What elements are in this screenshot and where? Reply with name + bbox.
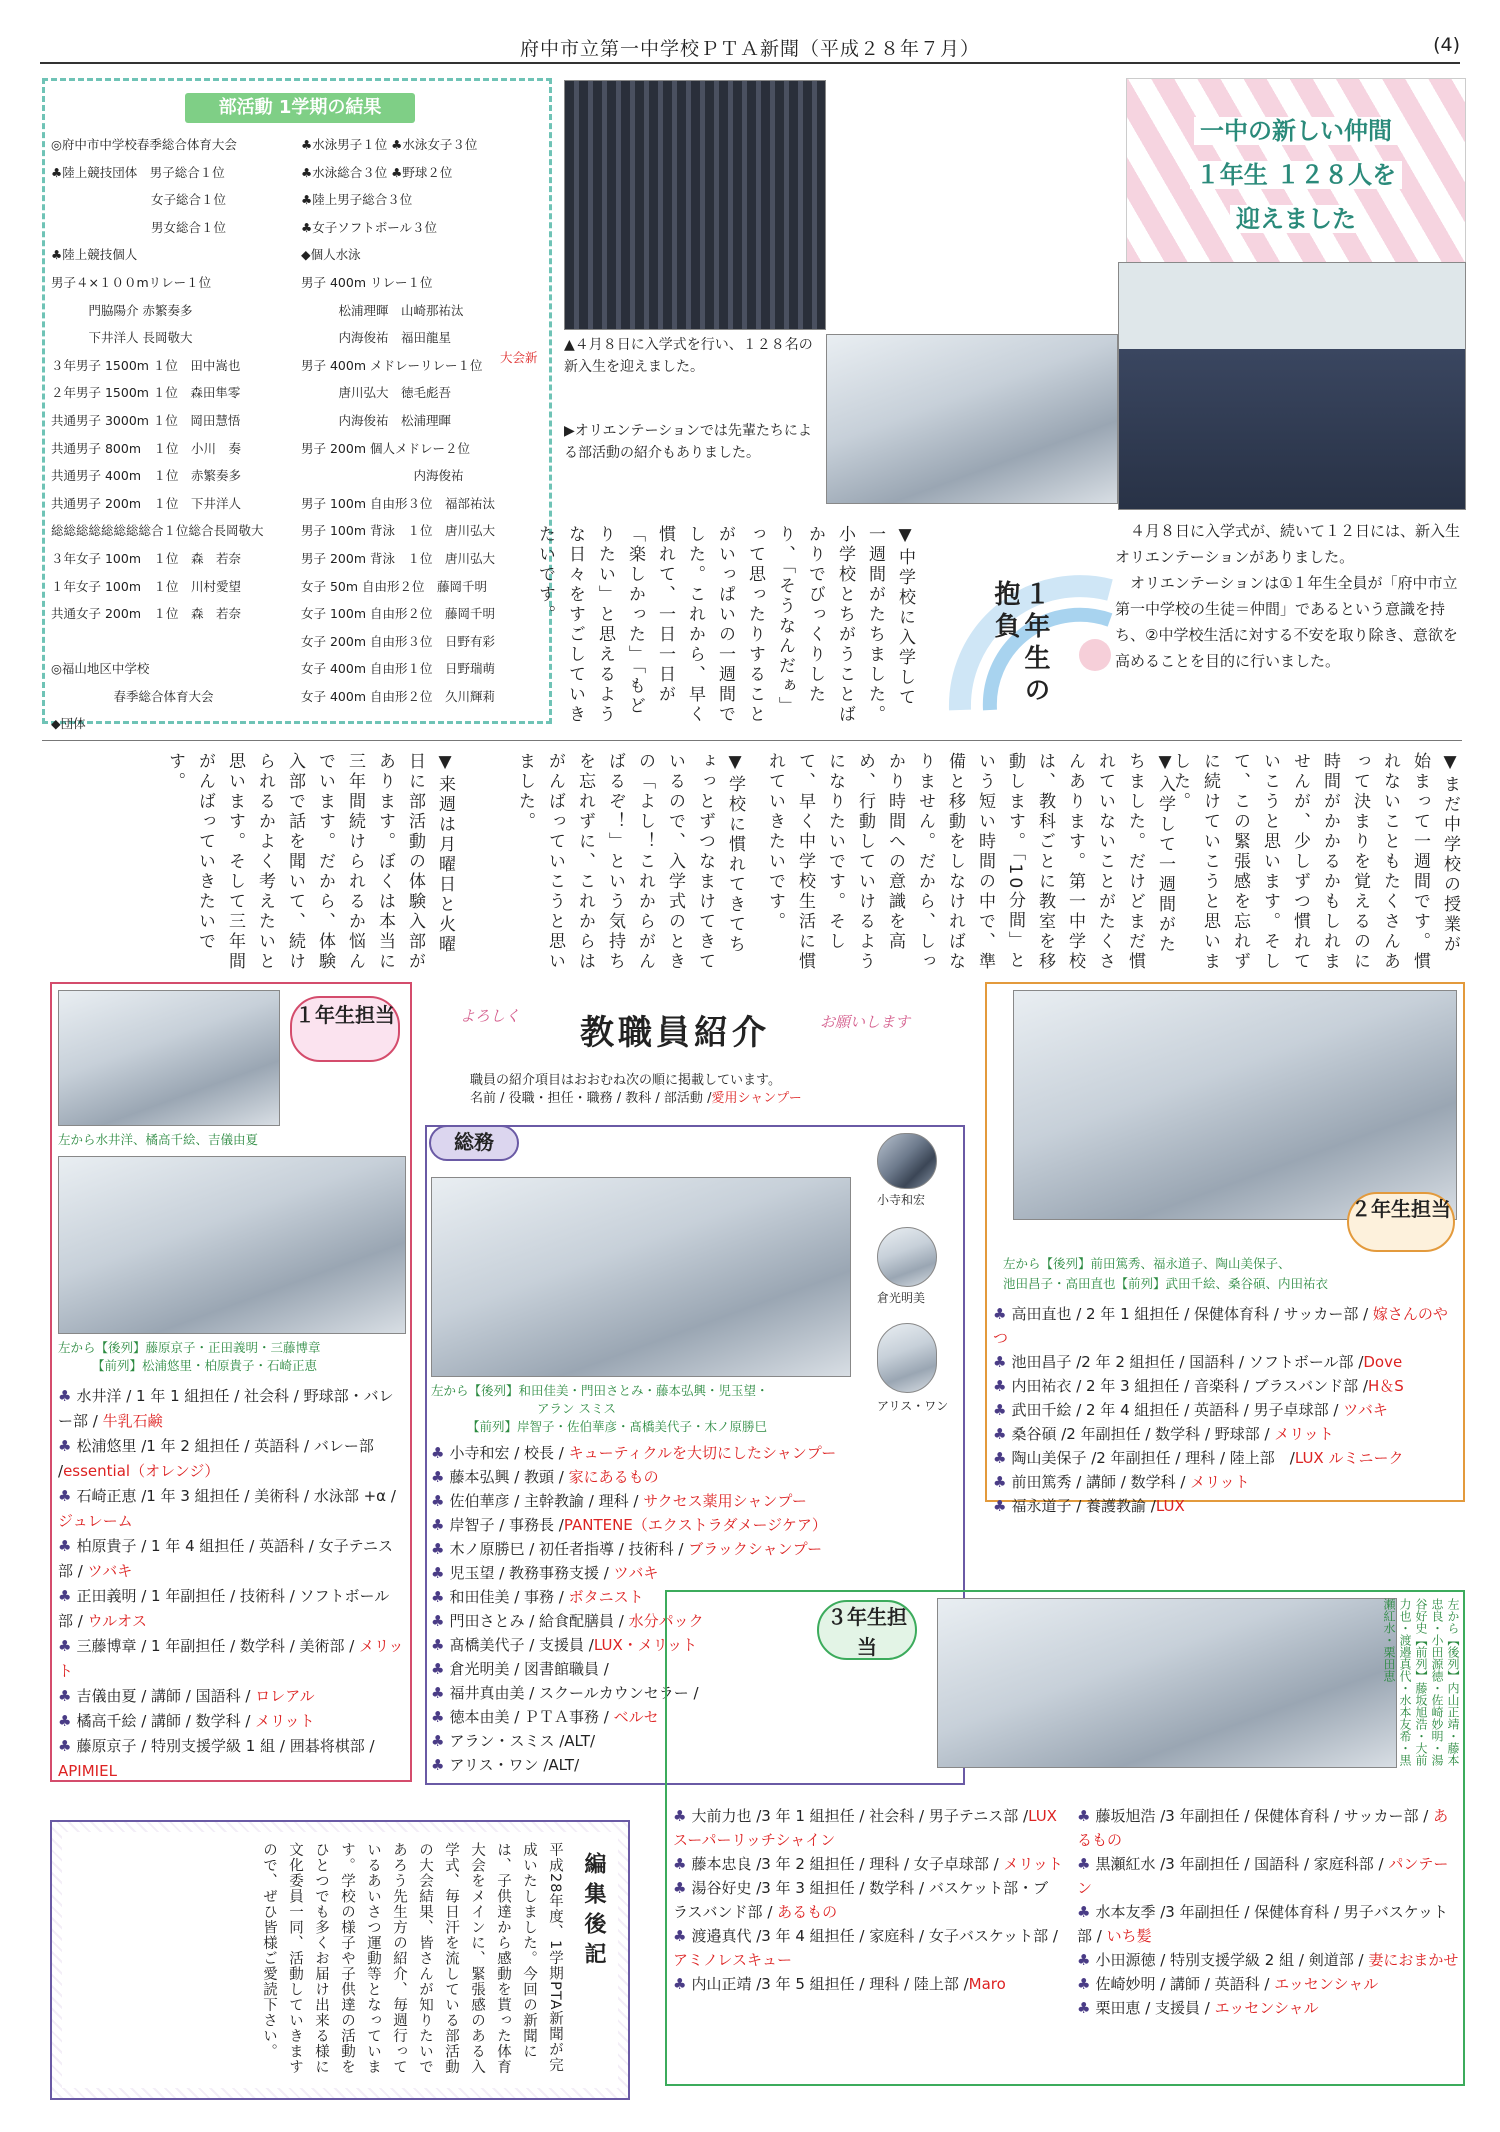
staff-entry-text: 和田佳美 / 事務 / (449, 1588, 569, 1606)
staff-entry-text: 三藤博章 / 1 年副担任 / 数学科 / 美術部 / (76, 1637, 360, 1655)
staff-shampoo: 妻におまかせ (1368, 1951, 1459, 1969)
first-year-caption-1: 左から【後列】藤原京子・正田義明・三藤博章 (58, 1340, 321, 1355)
librarian-name: 倉光明美 (877, 1291, 926, 1305)
staff-shampoo: 牛乳石鹸 (102, 1412, 163, 1430)
results-line: ♣女子ソフトボール３位 (301, 219, 437, 235)
results-line: 女子 400m 自由形２位 久川輝莉 (301, 688, 495, 704)
staff-entry (1077, 1900, 1461, 1948)
results-line: 内海俊祐 (301, 468, 464, 484)
staff-entry-text: 倉光明美 / 図書館職員 / (449, 1660, 609, 1678)
staff-entry (1077, 1948, 1461, 1972)
results-line: 共通男子 400m １位 赤繁奏多 (51, 468, 242, 484)
staff-entry-text: 髙橋美代子 / 支援員 / (449, 1636, 594, 1654)
results-line: ◆団体 (51, 716, 86, 732)
entrance-caption (564, 334, 824, 378)
second-year-staff-list (993, 1302, 1459, 1518)
staff-entry (673, 1972, 1063, 1996)
onegai-label: お願いします (820, 1013, 911, 1031)
results-line: 男子 400m リレー１位 (301, 274, 433, 290)
staff-shampoo: メリット (1274, 1425, 1334, 1443)
results-line: ♣陸上競技個人 (51, 247, 138, 263)
staff-entry-text: 大前力也 /3 年 1 組担任 / 社会科 / 男子テニス部 / (691, 1807, 1029, 1825)
third-year-tag: ３年生担当 (817, 1600, 917, 1660)
staff-entry (1077, 1996, 1461, 2020)
staff-note-2 (470, 1087, 802, 1106)
results-line: 共通男子 3000m １位 岡田慧悟 (51, 412, 241, 428)
staff-entry (431, 1561, 951, 1585)
staff-entry-text: 武田千絵 / 2 年 4 組担任 / 英語科 / 男子卓球部 / (1011, 1401, 1344, 1419)
results-line: 男子４×１００mリレー１位 (51, 274, 212, 290)
staff-shampoo: Dove (1363, 1353, 1403, 1371)
staff-shampoo: ツバキ (613, 1564, 659, 1582)
second-year-caption-2: 池田昌子・高田直也【前列】武田千絵、桑谷碩、内田祐衣 (1003, 1276, 1329, 1291)
staff-note-2-text: 名前 / 役職・担任・職務 / 教科 / 部活動 / (470, 1091, 712, 1106)
staff-shampoo: ベルセ (613, 1708, 659, 1726)
staff-entry (431, 1537, 951, 1561)
results-line: 下井洋人 長岡敬大 (51, 330, 193, 346)
results-line: 女子 100m 自由形２位 藤岡千明 (301, 606, 495, 622)
staff-entry-text: 水井洋 / 1 年 1 組担任 / 社会科 / 野球部・バレー部 / (58, 1387, 394, 1430)
staff-shampoo: PANTENE（エクストラダメージケア） (563, 1516, 827, 1534)
staff-entry-text: 湯谷好史 /3 年 3 組担任 / 数学科 / バスケット部・ブラスバンド部 / (673, 1879, 1049, 1921)
resolve-essay-2: ▼まだ中学校の授業が始まって一週間です。慣れないこともたくさんあって決まりを覚えるのに時間がかかるかもしれませんが、少しずつ慣れていこうと思います。そして、この緊張感を忘れずに続けていこうと思いました。 (1170, 752, 1460, 972)
first-year-staff-list (58, 1384, 404, 1784)
staff-entry (431, 1465, 951, 1489)
staff-entry (1077, 1852, 1461, 1900)
staff-entry-text: アリス・ワン /ALT/ (449, 1756, 580, 1774)
third-year-list-left (673, 1804, 1063, 1996)
staff-entry (673, 1852, 1063, 1876)
record-note: 大会新 (500, 350, 538, 365)
resolve-title: １年生の抱負 (990, 580, 1050, 708)
results-line: 共通女子 200m １位 森 若奈 (51, 606, 242, 622)
results-line: 春季総合体育大会 (51, 688, 214, 704)
second-year-staff-box (985, 982, 1465, 1515)
staff-shampoo: Maro (968, 1975, 1006, 1993)
staff-entry-text: 松浦悠里 /1 年 2 組担任 / 英語科 / バレー部 / (58, 1437, 374, 1480)
entrance-ceremony-photo (564, 80, 826, 330)
staff-shampoo: エッセンシャル (1274, 1975, 1379, 1993)
staff-entry-text: 柏原貴子 / 1 年 4 組担任 / 英語科 / 女子テニス部 / (58, 1537, 394, 1580)
third-year-list-right (1077, 1804, 1461, 2020)
staff-entry (993, 1422, 1459, 1446)
orientation-photo (826, 334, 1118, 504)
results-line: 男子 200m 個人メドレー２位 (301, 440, 470, 456)
staff-entry-text: 栗田恵 / 支援員 / (1095, 1999, 1215, 2017)
results-line: 唐川弘大 徳毛彪吾 (301, 385, 452, 401)
staff-shampoo: ロレアル (255, 1687, 315, 1705)
results-title: 部活動 1学期の結果 (185, 93, 415, 123)
staff-shampoo: 家にあるもの (568, 1468, 659, 1486)
results-line: 男子 200m 背泳 １位 唐川弘大 (301, 550, 495, 566)
results-line: ３年男子 1500m １位 田中嵩也 (51, 357, 241, 373)
results-line: ◎府中市中学校春季総合体育大会 (51, 137, 237, 152)
results-line: 女子 50m 自由形２位 藤岡千明 (301, 578, 488, 594)
staff-entry-text: 佐伯華彦 / 主幹教諭 / 理科 / (449, 1492, 644, 1510)
alt-name: アリス・ワン (877, 1399, 949, 1413)
resolve-essay-4: ▼学校に慣れてきてちょっとずつなまけてきているので、入学式のときの「よし！これからがんばるぞ！」という気持ちを忘れずに、これからはがんばっていこうと思いました。 (515, 752, 745, 972)
first-year-caption-top: 左から水井洋、橘高千絵、吉儀由夏 (58, 1132, 259, 1147)
general-caption-2: アラン スミス (537, 1401, 616, 1416)
results-line: 女子総合１位 (51, 192, 227, 208)
staff-entry (58, 1534, 404, 1584)
staff-entry-text: 前田篤秀 / 講師 / 数学科 / (1011, 1473, 1191, 1491)
results-line: 松浦理暉 山崎那祐汰 (301, 302, 464, 318)
results-line: 内海俊祐 松浦理暉 (301, 412, 452, 428)
editorial-text: 平成28年度、1学期PTA新聞が完成いたしました。今回の新聞には、子供達から感動を貰った体育大会をメインに、緊張感のある入学式、毎日汗を流している部活動の大会結果、皆さんが知りたいであろう先生方の紹介、毎週行っているあいさつ運動等となっています。学校の様子や子供達の活動をひとつでも多くお届け出来る様に文化委員一同、活動していきますので、ぜひ皆様ご愛読下さい。 (261, 1842, 563, 2075)
staff-shampoo: ウルオス (87, 1612, 147, 1630)
staff-entry-text: 内山正靖 /3 年 5 組担任 / 理科 / 陸上部 / (691, 1975, 969, 1993)
staff-entry-text: 正田義明 / 1 年副担任 / 技術科 / ソフトボール部 / (58, 1587, 390, 1630)
results-line: ♣陸上男子総合３位 (301, 192, 413, 208)
banner-line-2: １年生 １２８人を (1190, 161, 1402, 189)
first-year-photo-group (58, 1156, 406, 1334)
classroom-photo (1118, 262, 1466, 510)
staff-entry-text: 黒瀬紅水 /3 年副担任 / 国語科 / 家庭科部 / (1095, 1855, 1389, 1873)
first-year-tag: １年生担当 (290, 996, 400, 1062)
results-line: 共通男子 800m １位 小川 奏 (51, 440, 242, 456)
staff-shampoo: LUX ルミニーク (1294, 1449, 1404, 1467)
page-number: (4) (1433, 34, 1460, 56)
third-year-caption: 左から【後列】内山正靖・藤本忠良・小田源徳・佐崎妙明・湯谷好史【前列】藤坂旭浩・大前力也・渡邉真代・水本友希・黒瀬紅水・栗田恵 (1382, 1598, 1460, 1766)
general-affairs-photo (431, 1177, 851, 1377)
staff-entry-text: 池田昌子 /2 年 2 組担任 / 国語科 / ソフトボール部 / (1011, 1353, 1364, 1371)
staff-entry (58, 1634, 404, 1684)
results-line: 門脇陽介 赤繁奏多 (51, 302, 193, 318)
staff-note-2-red: 愛用シャンプー (711, 1091, 802, 1106)
new-students-banner (1126, 78, 1466, 278)
staff-entry-text: 福井真由美 / スクールカウンセラー / (449, 1684, 699, 1702)
staff-shampoo: LUX・メリット (593, 1636, 698, 1654)
first-year-photo-top (58, 990, 280, 1126)
orientation-caption-text: ▶オリエンテーションでは先輩たちによる部活動の紹介もありました。 (564, 423, 812, 461)
principal-portrait (877, 1133, 937, 1189)
staff-shampoo: LUX スーパーリッチシャイン (673, 1807, 1057, 1849)
staff-shampoo: エッセンシャル (1214, 1999, 1319, 2017)
results-line: ２年男子 1500m １位 森田隼零 (51, 385, 241, 401)
principal-name: 小寺和宏 (877, 1193, 926, 1207)
results-line: ◆個人水泳 (301, 247, 361, 263)
staff-entry-text: 藤本忠良 /3 年 2 組担任 / 理科 / 女子卓球部 / (691, 1855, 1004, 1873)
staff-entry-text: 藤坂旭浩 /3 年副担任 / 保健体育科 / サッカー部 / (1095, 1807, 1434, 1825)
results-line: ♣陸上競技団体 男子総合１位 (51, 164, 225, 180)
staff-entry (58, 1484, 404, 1534)
banner-line-1: 一中の新しい仲間 (1194, 117, 1398, 145)
staff-entry (58, 1684, 404, 1709)
alt-portrait (877, 1323, 937, 1393)
staff-entry-text: アラン・スミス /ALT/ (449, 1732, 596, 1750)
staff-entry (1077, 1972, 1461, 1996)
first-year-caption-2: 【前列】松浦悠里・柏原貴子・石崎正恵 (92, 1358, 318, 1373)
editorial-box (50, 1820, 630, 2100)
staff-entry (993, 1494, 1459, 1518)
results-line (51, 628, 264, 656)
results-line: 男女総合１位 (51, 219, 227, 235)
staff-entry-text: 内田祐衣 / 2 年 3 組担任 / 音楽科 / ブラスバンド部 / (1011, 1377, 1368, 1395)
results-line: ３年女子 100m １位 森 若奈 (51, 550, 242, 566)
second-year-caption-1: 左から【後列】前田篤秀、福永道子、陶山美保子、 (1003, 1256, 1291, 1271)
results-line: １年女子 100m １位 川村愛望 (51, 578, 242, 594)
staff-shampoo: H＆S (1368, 1377, 1404, 1395)
page-header (40, 30, 1460, 64)
librarian-portrait (877, 1227, 937, 1287)
resolve-essay-1: ▼中学校に入学して一週間がたちました。小学校とちがうことばかりでびっくりしたり、「そうなんだぁ」って思ったりすることがいっぱいの一週間でした。これから、早く慣れて、一日一日が「楽しかった」「もどりたい」と思えるような日々をすごしていきたいです。 (535, 525, 915, 725)
staff-entry-text: 水本友季 /3 年副担任 / 保健体育科 / 男子バスケット部 / (1077, 1903, 1449, 1945)
staff-shampoo: あるもの (1077, 1807, 1449, 1849)
staff-shampoo: ツバキ (87, 1562, 133, 1580)
results-line: 男子 100m 背泳 １位 唐川弘大 (301, 523, 495, 539)
results-line: 男子 100m 自由形３位 福部祐汰 (301, 495, 495, 511)
staff-shampoo: メリット (1190, 1473, 1250, 1491)
staff-shampoo: 水分パック (628, 1612, 704, 1630)
staff-entry (58, 1734, 404, 1784)
results-line: 総総総総総総総総合１位総合長岡敬大 (51, 523, 264, 539)
results-line: 共通男子 200m １位 下井洋人 (51, 495, 242, 511)
first-year-staff-box (50, 982, 412, 1782)
staff-entry (431, 1489, 951, 1513)
staff-note-1: 職員の紹介項目はおおむね次の順に掲載しています。 (470, 1073, 781, 1088)
orientation-caption (564, 420, 816, 464)
staff-entry (673, 1876, 1063, 1924)
staff-shampoo: メリット (1003, 1855, 1063, 1873)
second-year-tag: ２年生担当 (1347, 1192, 1455, 1252)
staff-shampoo: メリット (58, 1637, 404, 1680)
staff-entry (993, 1374, 1459, 1398)
banner-line-3: 迎えました (1230, 205, 1362, 233)
staff-entry (58, 1584, 404, 1634)
staff-entry-text: 徳本由美 / ＰＴＡ事務 / (449, 1708, 614, 1726)
yoroshiku-label: よろしく (460, 1007, 521, 1025)
results-column-left (51, 131, 264, 738)
staff-shampoo: essential（オレンジ） (63, 1462, 220, 1480)
staff-entry-text: 木ノ原勝巳 / 初任者指導 / 技術科 / (449, 1540, 689, 1558)
staff-entry (993, 1446, 1459, 1470)
staff-entry (58, 1709, 404, 1734)
results-line: 女子 200m 自由形３位 日野有彩 (301, 633, 495, 649)
editorial-title: 編集後記 (581, 1852, 606, 1972)
staff-entry-text: 佐崎妙明 / 講師 / 英語科 / (1095, 1975, 1275, 1993)
staff-entry (431, 1441, 951, 1465)
results-line: ♣水泳男子１位 ♣水泳女子３位 (301, 137, 478, 152)
staff-entry-text: 桑谷碩 /2 年副担任 / 数学科 / 野球部 / (1011, 1425, 1275, 1443)
staff-entry-text: 高田直也 / 2 年 1 組担任 / 保健体育科 / サッカー部 / (1011, 1305, 1373, 1323)
results-line: 内海俊祐 福田龍星 (301, 330, 452, 346)
general-affairs-tag: 総務 (429, 1125, 519, 1161)
staff-shampoo: アミノレスキュー (673, 1951, 792, 1969)
staff-entry (58, 1434, 404, 1484)
staff-entry-text: 吉儀由夏 / 講師 / 国語科 / (76, 1687, 256, 1705)
orientation-description: ４月８日に入学式が、続いて１２日には、新入生オリエンテーションがありました。 オリエンテーションは①１年生全員が「府中市立第一中学校の生徒＝仲間」であるという意識を持ち、②中学校生活に対する不安を取り除き、意欲を高めることを目的に行いました。 (1115, 522, 1461, 670)
results-line: ♣水泳総合３位 ♣野球２位 (301, 164, 453, 180)
general-caption-1: 左から【後列】和田佳美・門田さとみ・藤本弘興・児玉望・ (431, 1383, 769, 1398)
staff-entry-text: 藤本弘興 / 教頭 / (449, 1468, 569, 1486)
results-line: 男子 400m メドレーリレー１位 (301, 357, 483, 373)
staff-shampoo: LUX (1155, 1497, 1185, 1515)
resolve-essay-5: ▼来週は月曜日と火曜日に部活動の体験入部があります。ぼくは本当に三年間続けられるか悩んでいます。だから、体験入部で話を聞いて、続けられるかよく考えたいと思います。そして三年間がんばっていきたいです。 (165, 752, 455, 972)
staff-shampoo: パンテーン (1077, 1855, 1449, 1897)
staff-shampoo: ツバキ (1343, 1401, 1388, 1419)
staff-entry (993, 1302, 1459, 1350)
results-line: ◎福山地区中学校 (51, 661, 150, 677)
staff-entry-text: 岸智子 / 事務長 / (449, 1516, 564, 1534)
newsletter-title: 府中市立第一中学校ＰＴＡ新聞（平成２８年７月） (519, 38, 980, 60)
staff-shampoo: あるもの (777, 1903, 838, 1921)
staff-entry (673, 1924, 1063, 1972)
staff-title: 教職員紹介 (580, 1013, 770, 1053)
staff-entry-text: 福永道子 / 養護教諭 / (1011, 1497, 1156, 1515)
staff-entry (1077, 1804, 1461, 1852)
results-line: 女子 400m 自由形１位 日野瑞萌 (301, 661, 495, 677)
section-divider (42, 740, 1462, 741)
staff-entry-text: 小寺和宏 / 校長 / (449, 1444, 569, 1462)
staff-entry-text: 児玉望 / 教務事務支援 / (449, 1564, 614, 1582)
staff-shampoo: ブラックシャンプー (688, 1540, 823, 1558)
staff-entry-text: 陶山美保子 /2 年副担任 / 理科 / 陸上部 / (1011, 1449, 1295, 1467)
staff-entry-text: 石崎正恵 /1 年 3 組担任 / 美術科 / 水泳部 +α / (76, 1487, 396, 1505)
staff-shampoo: いち髪 (1106, 1927, 1152, 1945)
staff-entry-text: 門田さとみ / 給食配膳員 / (449, 1612, 629, 1630)
staff-entry (431, 1513, 951, 1537)
general-caption-3: 【前列】岸智子・佐伯華彦・髙橋美代子・木ノ原勝巳 (467, 1419, 768, 1434)
staff-heading (430, 985, 970, 1120)
staff-entry (993, 1398, 1459, 1422)
third-year-photo (937, 1598, 1397, 1768)
resolve-heading (940, 560, 1120, 720)
entrance-caption-text: ▲４月８日に入学式を行い、１２８名の新入生を迎えました。 (564, 337, 813, 375)
staff-entry (58, 1384, 404, 1434)
staff-entry-text: 藤原京子 / 特別支援学級 1 組 / 囲碁将棋部 / (76, 1737, 375, 1755)
staff-entry-text: 渡邉真代 /3 年 4 組担任 / 家庭科 / 女子バスケット部 / (691, 1927, 1058, 1945)
staff-shampoo: ジュレーム (58, 1512, 133, 1530)
staff-entry (673, 1804, 1063, 1852)
results-column-right (301, 131, 495, 710)
staff-shampoo: ボタニスト (568, 1588, 644, 1606)
second-year-photo (1013, 990, 1457, 1220)
staff-entry (993, 1470, 1459, 1494)
staff-entry-text: 橘高千絵 / 講師 / 数学科 / (76, 1712, 256, 1730)
staff-entry-text: 小田源徳 / 特別支援学級 2 組 / 剣道部 / (1095, 1951, 1369, 1969)
staff-entry (993, 1350, 1459, 1374)
staff-shampoo: 嫁さんのやつ (993, 1305, 1448, 1347)
staff-shampoo: サクセス薬用シャンプー (643, 1492, 807, 1510)
third-year-staff-box (665, 1590, 1465, 2086)
staff-shampoo: APIMIEL (58, 1762, 117, 1780)
staff-shampoo: メリット (255, 1712, 315, 1730)
staff-shampoo: キューティクルを大切にしたシャンプー (568, 1444, 837, 1462)
resolve-essay-3: ▼入学して一週間がたちました。だけどまだ慣れていないことがたくさんあります。第一中学校は、教科ごとに教室を移動します。「10分間」という短い時間の中で、準備と移動をしなければなりません。だから、しっかり時間への意識を高め、行動していけるようになりたいです。そして、早く中学校生活に慣れていきたいです。 (765, 752, 1175, 972)
club-results-box (42, 78, 552, 732)
